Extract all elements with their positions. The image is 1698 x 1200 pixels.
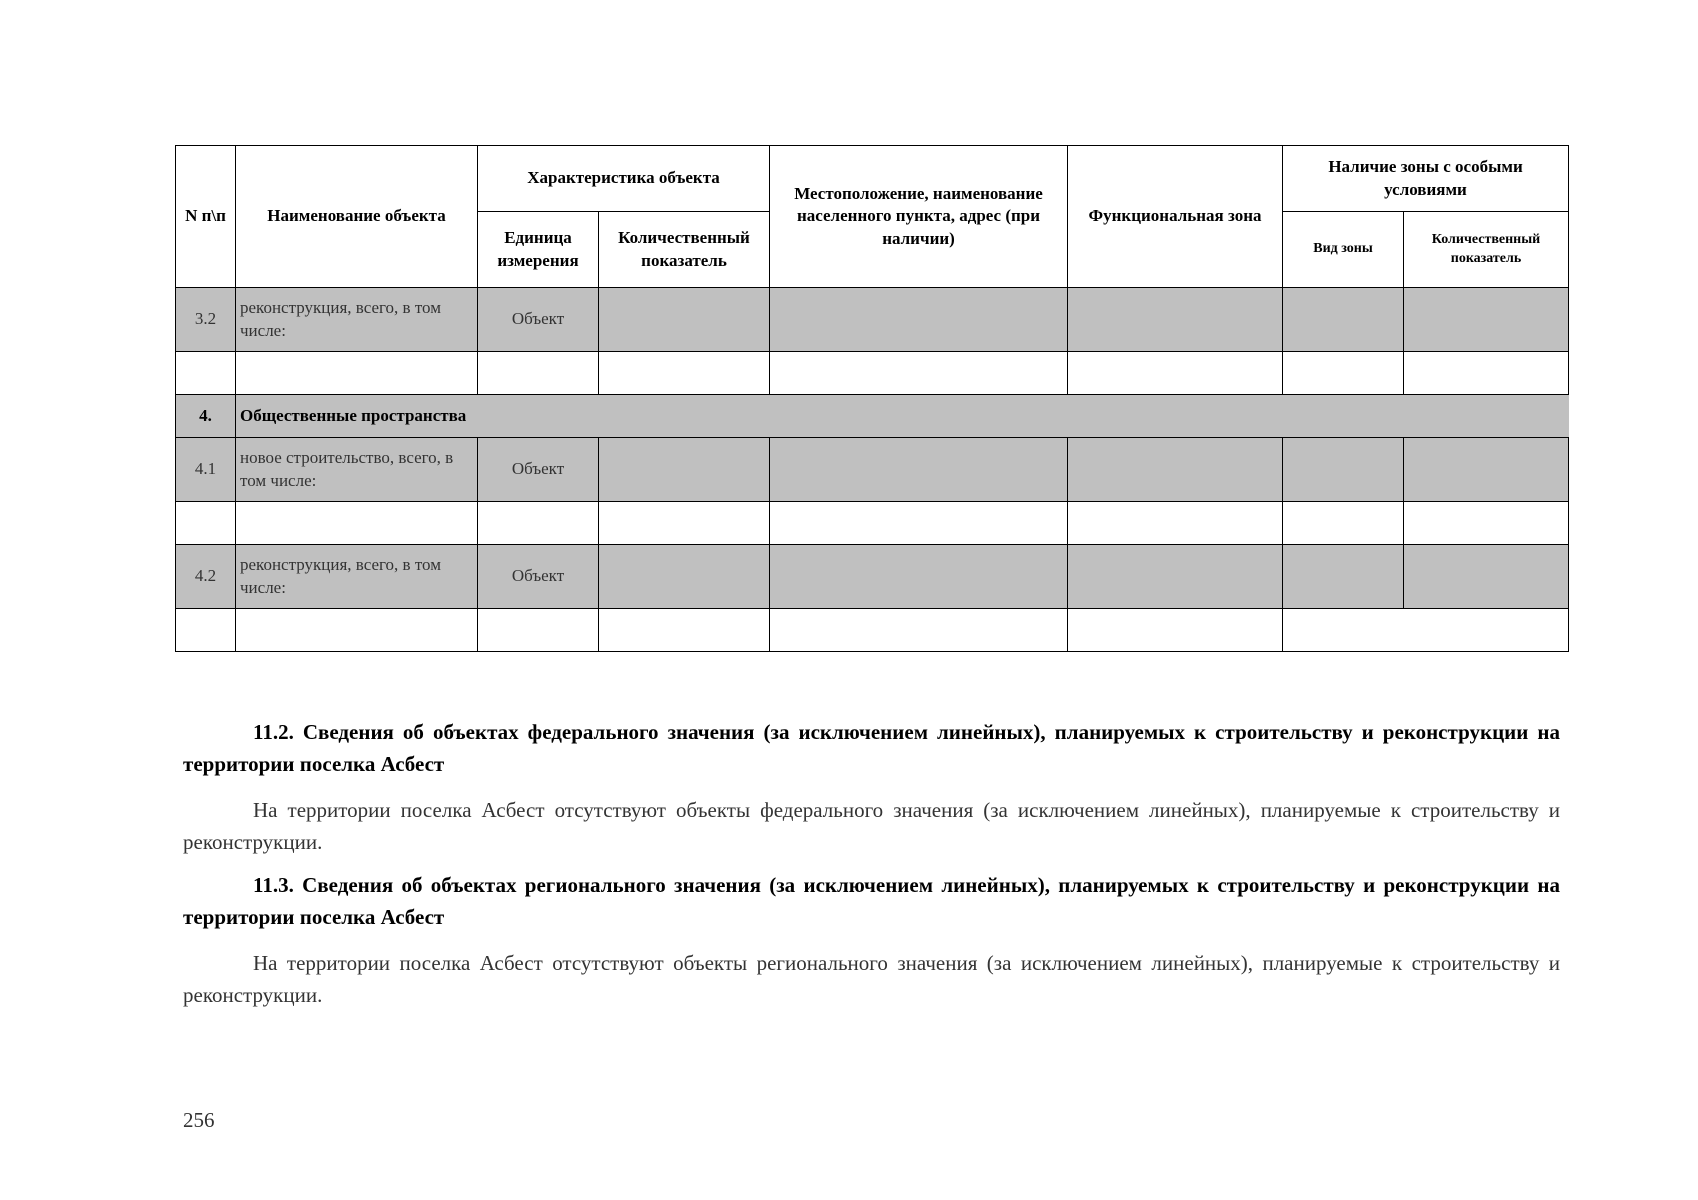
section-11-3-body: На территории поселка Асбест отсутствуют объекты регионального значения (за исключением линейных), планируемые к строительству и реконструкции. [183, 951, 1560, 1007]
row-zone [1068, 438, 1283, 502]
table-row [176, 438, 1569, 502]
row-zone-quantity [1404, 545, 1569, 609]
header-zone-quantity: Количественный показатель [1404, 212, 1569, 288]
section-11-2-heading: 11.2. Сведения об объектах федерального значения (за исключением линейных), планируемых к строительству и реконструкции на территории поселка Асбест [183, 720, 1560, 776]
table-row-empty [176, 502, 1569, 545]
section-name: Общественные пространства [236, 395, 1569, 438]
table-row [176, 545, 1569, 609]
row-name: реконструкция, всего, в том числе: [236, 545, 478, 609]
row-zone-quantity [1404, 288, 1569, 352]
table-section-row [176, 395, 1569, 438]
objects-table [175, 145, 1569, 652]
header-location: Местоположение, наименование населенного пункта, адрес (при наличии) [770, 146, 1068, 288]
row-quantity [599, 545, 770, 609]
table-row-empty [176, 609, 1569, 652]
row-zone-type [1283, 545, 1404, 609]
table-row-empty [176, 352, 1569, 395]
row-location [770, 438, 1068, 502]
row-location [770, 288, 1068, 352]
table-row [176, 288, 1569, 352]
row-zone [1068, 288, 1283, 352]
header-zone-type: Вид зоны [1283, 212, 1404, 288]
row-quantity [599, 438, 770, 502]
row-location [770, 545, 1068, 609]
row-zone-type [1283, 438, 1404, 502]
row-num: 4.2 [176, 545, 236, 609]
row-quantity [599, 288, 770, 352]
header-zone: Функциональная зона [1068, 146, 1283, 288]
section-num: 4. [176, 395, 236, 438]
row-unit: Объект [478, 438, 599, 502]
row-zone-quantity [1404, 438, 1569, 502]
header-special-zone: Наличие зоны с особыми условиями [1283, 146, 1569, 212]
row-name: новое строительство, всего, в том числе: [236, 438, 478, 502]
row-unit: Объект [478, 545, 599, 609]
header-name: Наименование объекта [236, 146, 478, 288]
header-characteristic: Характеристика объекта [478, 146, 770, 212]
header-quantity: Количественный показатель [599, 212, 770, 288]
header-num: N п\п [176, 146, 236, 288]
row-num: 3.2 [176, 288, 236, 352]
row-zone [1068, 545, 1283, 609]
section-11-3-heading: 11.3. Сведения об объектах регионального значения (за исключением линейных), планируемых к строительству и реконструкции на территории поселка Асбест [183, 873, 1560, 929]
header-unit: Единица измерения [478, 212, 599, 288]
row-name: реконструкция, всего, в том числе: [236, 288, 478, 352]
row-zone-type [1283, 288, 1404, 352]
row-unit: Объект [478, 288, 599, 352]
row-num: 4.1 [176, 438, 236, 502]
page-number: 256 [183, 1108, 215, 1132]
section-11-2-body: На территории поселка Асбест отсутствуют объекты федерального значения (за исключением линейных), планируемые к строительству и реконструкции. [183, 798, 1560, 854]
